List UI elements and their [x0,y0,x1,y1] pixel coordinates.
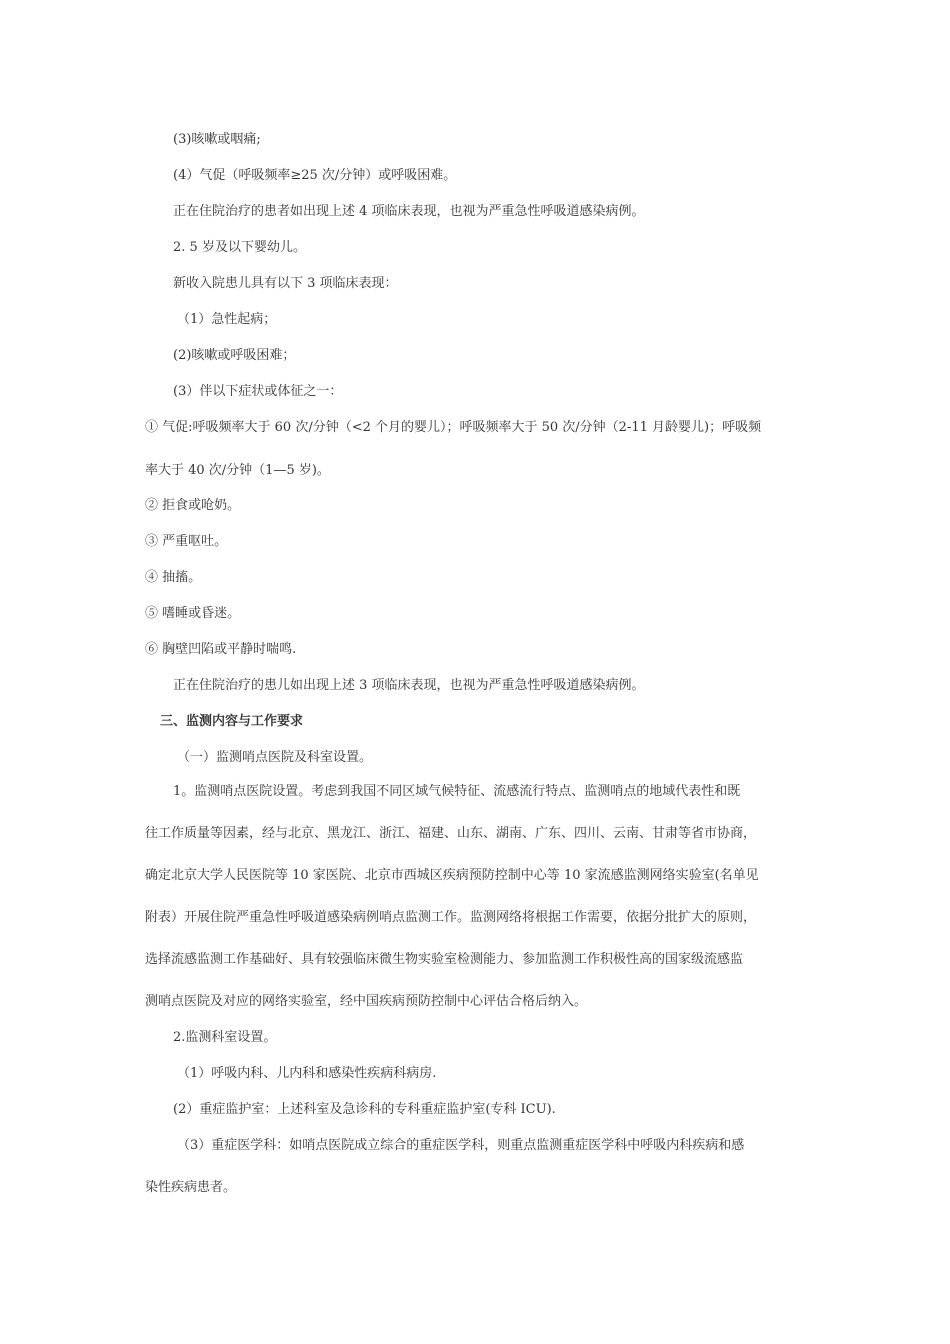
text-line: 新收入院患儿具有以下 3 项临床表现： [173,276,398,291]
text-line: (2）重症监护室：上述科室及急诊科的专科重症监护室(专科 ICU). [173,1102,556,1117]
text-line: 选择流感监测工作基础好、具有较强临床微生物实验室检测能力、参加监测工作积极性高的国家级流感监 [145,952,744,967]
text-line: (3)咳嗽或咽痛; [173,132,261,147]
text-line: 2.监测科室设置。 [173,1030,277,1045]
text-line: 往工作质量等因素，经与北京、黑龙江、浙江、福建、山东、湖南、广东、四川、云南、甘肃等省市协商， [145,826,757,841]
text-line: 测哨点医院及对应的网络实验室，经中国疾病预防控制中心评估合格后纳入。 [145,994,588,1009]
text-line: ⑥ 胸壁凹陷或平静时喘鸣. [145,642,297,657]
text-line: 确定北京大学人民医院等 10 家医院、北京市西城区疾病预防控制中心等 10 家流感监测网络实验室(名单见 [145,868,759,883]
text-line: （1）急性起病； [177,312,277,327]
text-line: (4）气促（呼吸频率≥25 次/分钟）或呼吸困难。 [173,168,457,183]
text-line: 附表）开展住院严重急性呼吸道感染病例哨点监测工作。监测网络将根据工作需要，依据分批扩大的原则， [145,910,757,925]
text-line: ④ 抽搐。 [145,570,202,585]
section-heading: 三、监测内容与工作要求 [160,714,304,729]
text-line: ② 拒食或呛奶。 [145,498,241,513]
text-line: （3）重症医学科：如哨点医院成立综合的重症医学科，则重点监测重症医学科中呼吸内科疾病和感 [177,1138,745,1153]
text-line: 1。监测哨点医院设置。考虑到我国不同区域气候特征、流感流行特点、监测哨点的地域代表性和既 [173,784,741,799]
text-line: (2)咳嗽或呼吸困难； [173,348,296,363]
text-line: 2. 5 岁及以下婴幼儿。 [173,240,306,255]
text-line: 正在住院治疗的患者如出现上述 4 项临床表现，也视为严重急性呼吸道感染病例。 [173,204,645,219]
text-line: (3）伴以下症状或体征之一： [173,384,343,399]
text-line: （一）监测哨点医院及科室设置。 [177,750,373,765]
text-line: 染性疾病患者。 [145,1180,237,1195]
text-line: ③ 严重呕吐。 [145,534,228,549]
text-line: ① 气促:呼吸频率大于 60 次/分钟（<2 个月的婴儿）；呼吸频率大于 50 次/分钟（2-11 月龄婴儿)；呼吸频 [145,420,762,435]
text-line: ⑤ 嗜睡或昏迷。 [145,606,241,621]
text-line: 正在住院治疗的患儿如出现上述 3 项临床表现，也视为严重急性呼吸道感染病例。 [173,678,645,693]
text-line: 率大于 40 次/分钟（1—5 岁)。 [145,463,330,478]
text-line: （1）呼吸内科、儿内科和感染性疾病科病房. [177,1066,437,1081]
